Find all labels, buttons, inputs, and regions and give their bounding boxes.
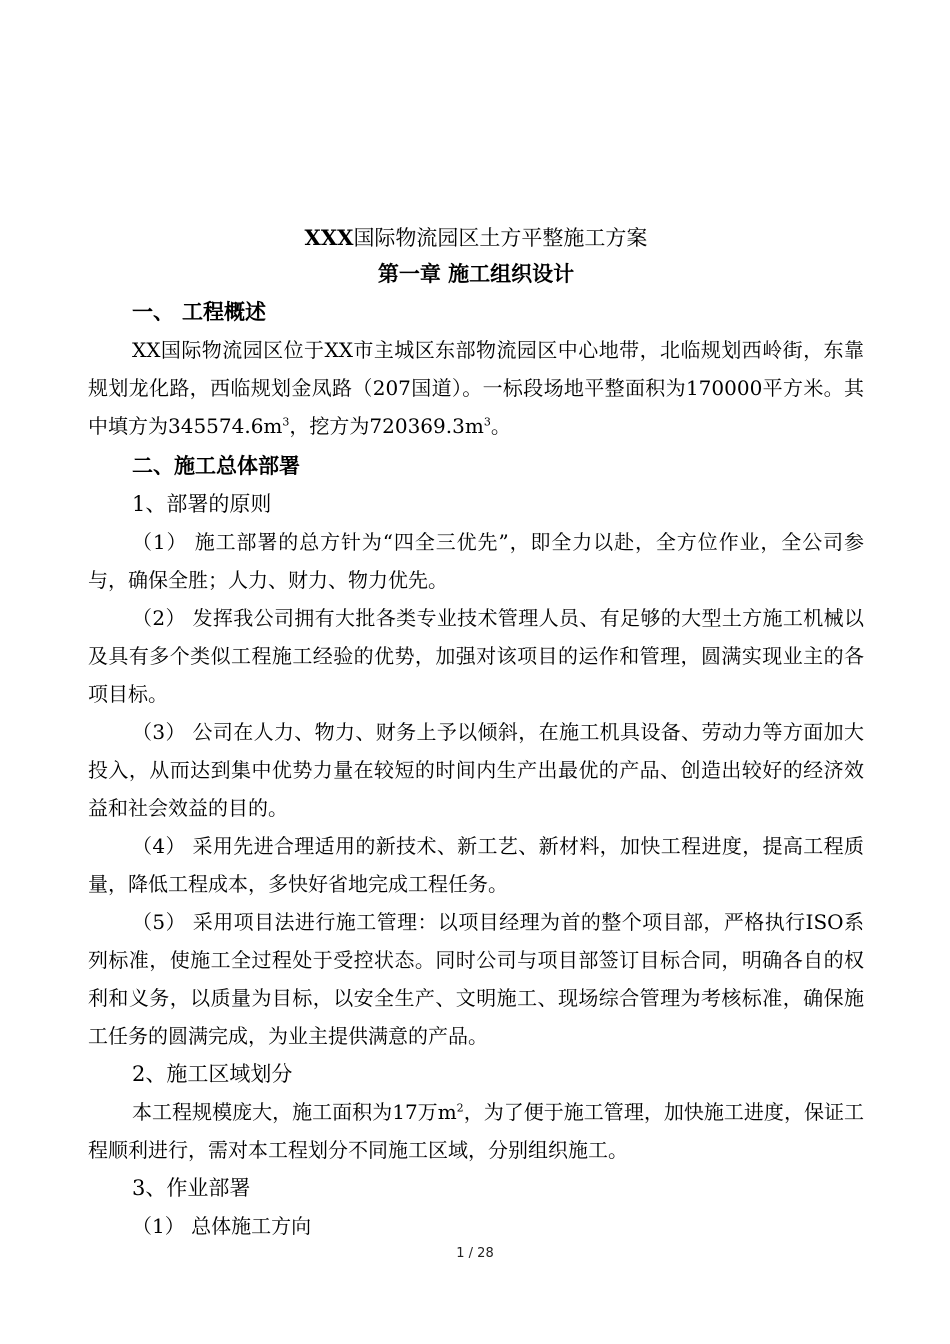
principle-item: （1） 施工部署的总方针为“四全三优先”，即全力以赴，全方位作业，全公司参与，确保全胜；人力、财力、物力优先。 <box>88 530 864 592</box>
principle-item: （3） 公司在人力、物力、财务上予以倾斜，在施工机具设备、劳动力等方面加大投入，从而达到集中优势力量在较短的时间内生产出最优的产品、创造出较好的经济效益和社会效益的目的。 <box>88 720 864 820</box>
section-title: 工程概述 <box>182 299 266 324</box>
deployment-item: （1） 总体施工方向 <box>132 1214 312 1238</box>
document-title-prefix: XXX <box>304 225 354 250</box>
subsection-heading-operations: 3、作业部署 <box>132 1176 251 1200</box>
zoning-sup-a: 2 <box>456 1101 464 1115</box>
overview-paragraph <box>88 331 864 445</box>
overview-text-b: ，挖方为720369.3m <box>289 414 484 438</box>
document-title <box>88 221 864 255</box>
zoning-text-b: ，为了便于施工管理，加快施工进度，保证工程顺利进行，需对本工程划分不同施工区域，分别组织施工。 <box>88 1100 865 1162</box>
zoning-text-a: 本工程规模庞大，施工面积为17万m <box>132 1100 457 1124</box>
zoning-paragraph <box>88 1093 864 1169</box>
section-heading-deployment: 二、施工总体部署 <box>132 453 300 478</box>
principle-item: （5） 采用项目法进行施工管理：以项目经理为首的整个项目部，严格执行ISO系列标准，使施工全过程处于受控状态。同时公司与项目部签订目标合同，明确各自的权利和义务，以质量为目标，以安全生产、文明施工、现场综合管理为考核标准，确保施工任务的圆满完成，为业主提供满意的产品。 <box>88 910 864 1048</box>
overview-sup-b: 3 <box>483 415 491 429</box>
subsection-heading-zoning: 2、施工区域划分 <box>132 1062 293 1086</box>
section-heading-overview <box>88 293 864 331</box>
document-title-rest: 国际物流园区土方平整施工方案 <box>353 226 648 250</box>
overview-text-c: 。 <box>490 414 511 438</box>
principle-item: （4） 采用先进合理适用的新技术、新工艺、新材料，加快工程进度，提高工程质量，降低工程成本，多快好省地完成工程任务。 <box>88 834 864 896</box>
overview-sup-a: 3 <box>282 415 290 429</box>
section-number: 一、 <box>132 299 174 324</box>
document-body <box>88 221 864 1245</box>
chapter-heading: 第一章 施工组织设计 <box>377 261 575 286</box>
page-number-footer: 1 / 28 <box>456 1246 494 1261</box>
overview-text-a: XX国际物流园区位于XX市主城区东部物流园区中心地带，北临规划西岭街，东靠规划龙化路，西临规划金凤路（207国道）。一标段场地平整面积为170000平方米。其中填方为345574.6m <box>88 338 864 438</box>
subsection-heading-principles: 1、部署的原则 <box>132 492 272 516</box>
principle-item: （2） 发挥我公司拥有大批各类专业技术管理人员、有足够的大型土方施工机械以及具有多个类似工程施工经验的优势，加强对该项目的运作和管理，圆满实现业主的各项目标。 <box>88 606 864 706</box>
